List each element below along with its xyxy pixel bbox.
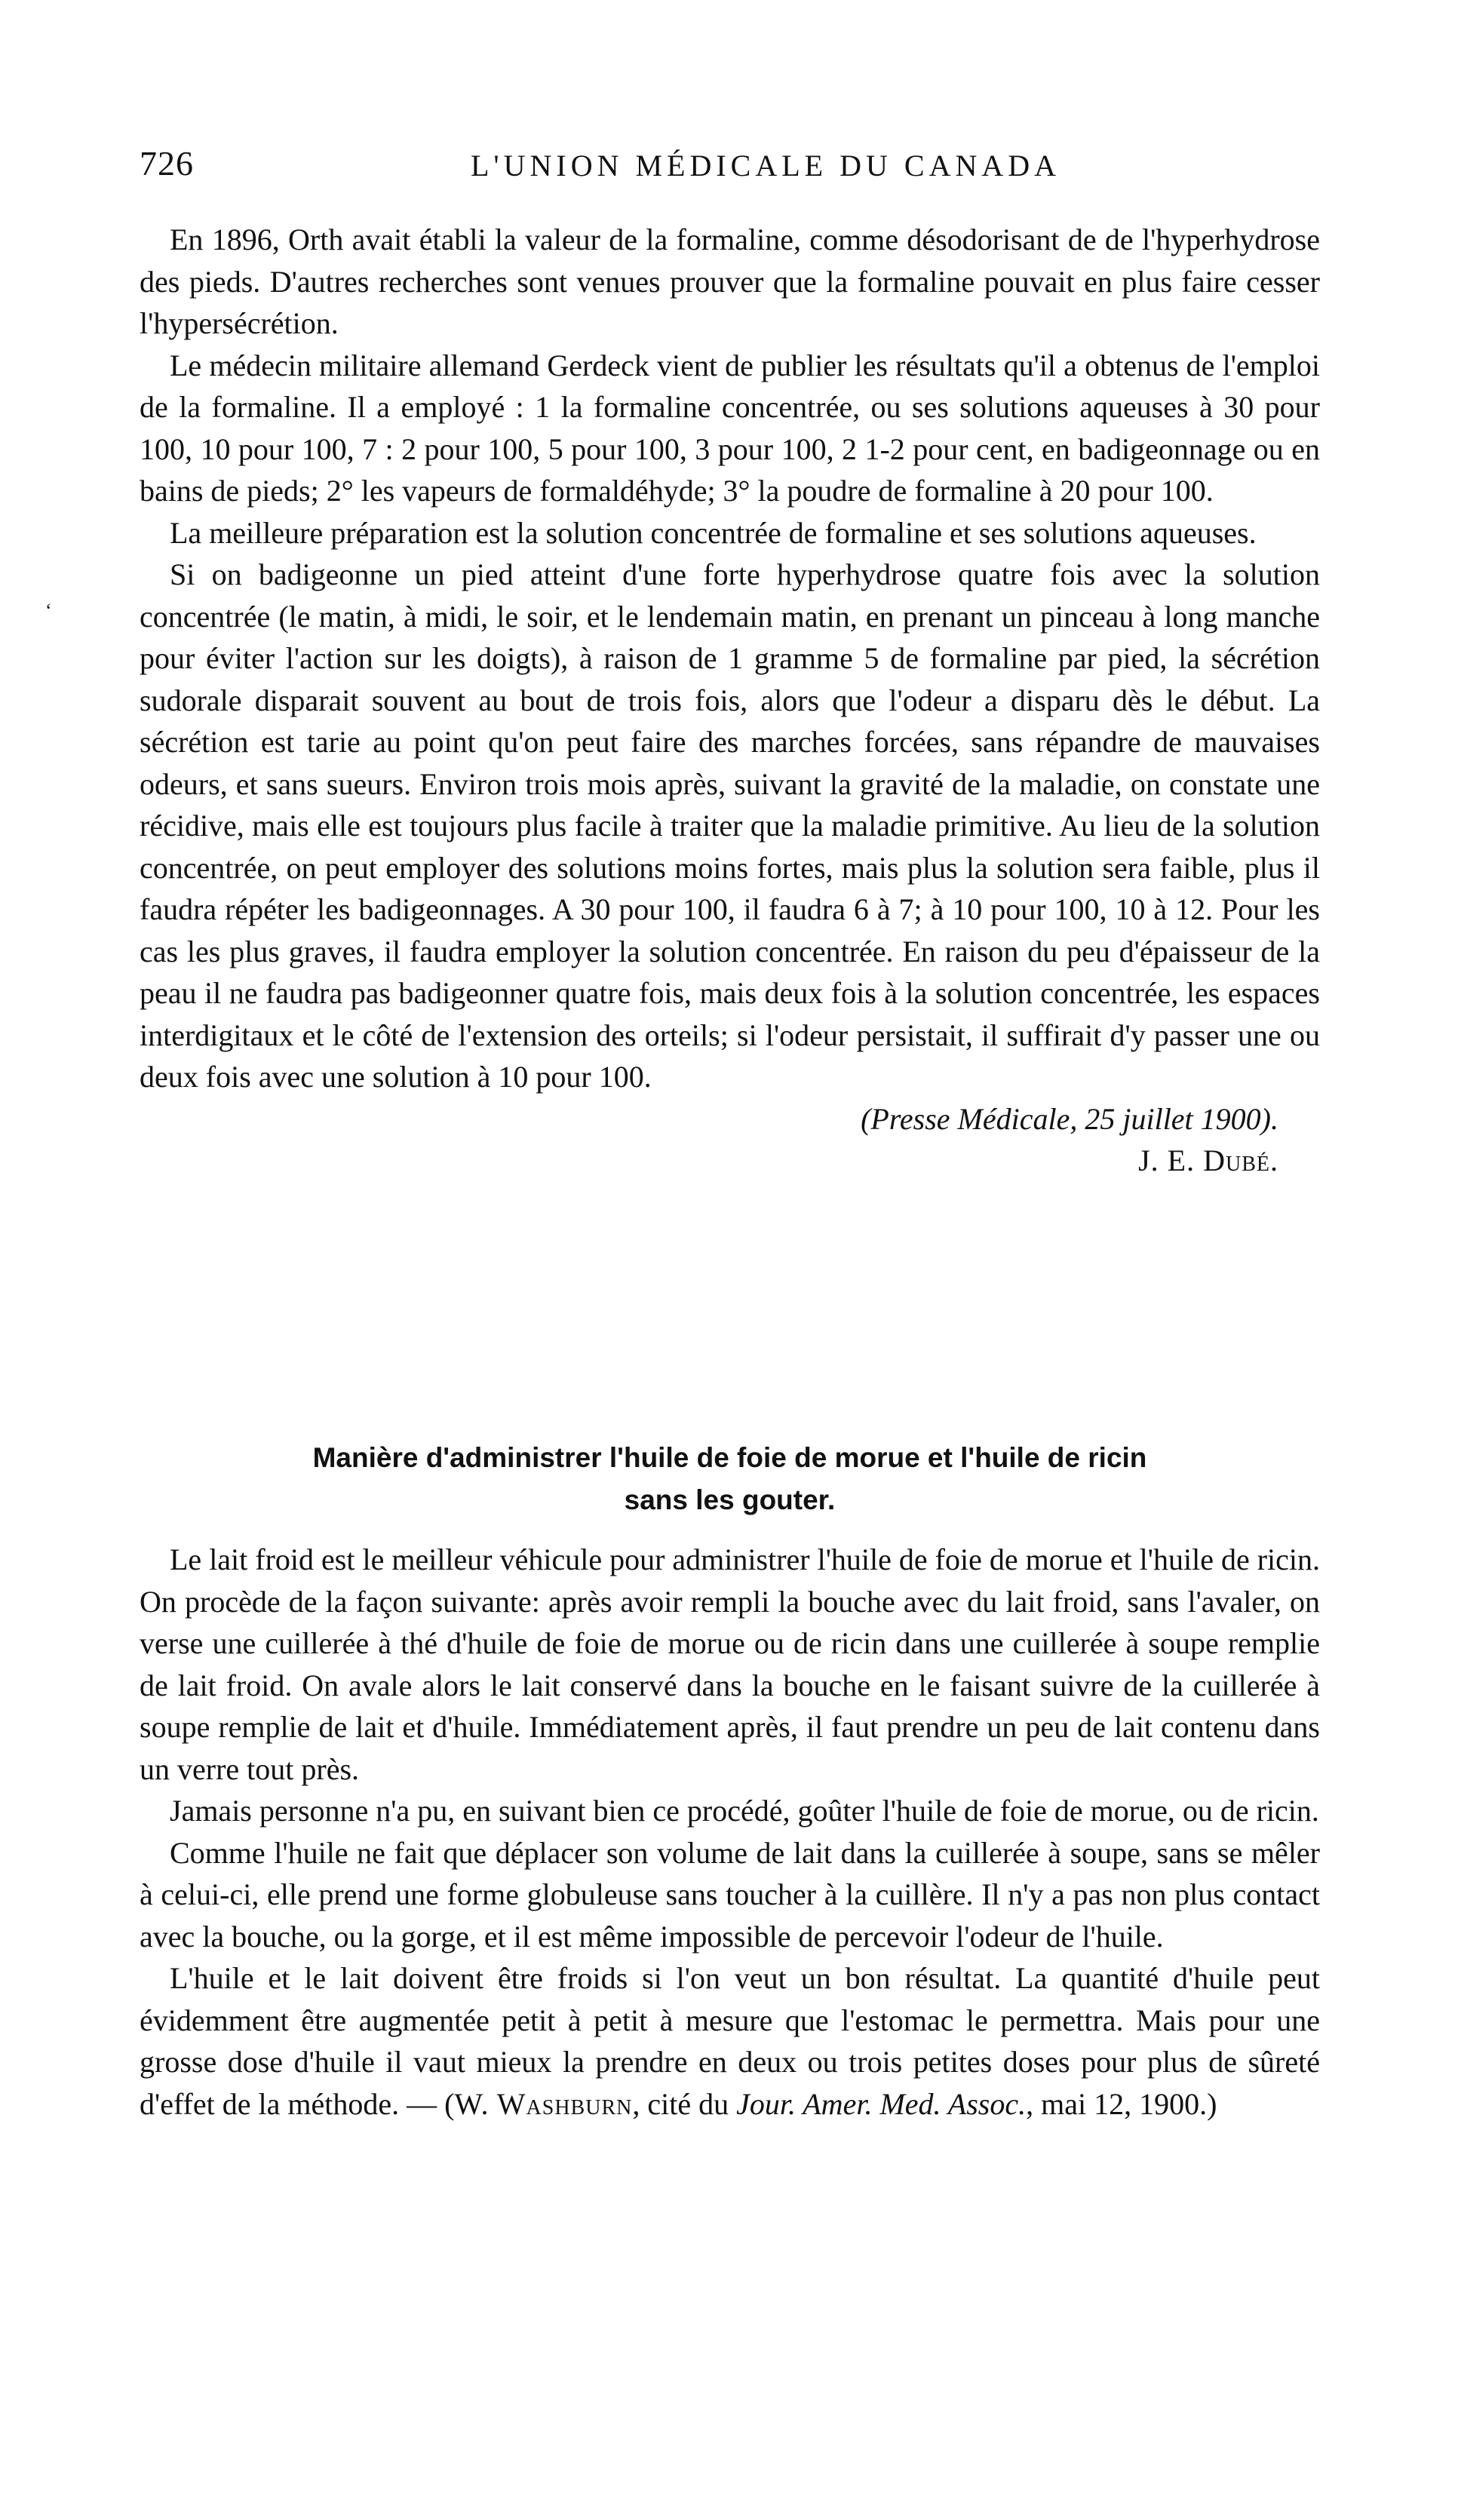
margin-mark: ‘ xyxy=(45,600,52,622)
author-signature: J. E. Dubé. xyxy=(1138,1143,1278,1177)
paragraph: En 1896, Orth avait établi la valeur de la formaline, comme désodorisant de de l'hyperhydrose des pieds. D'autres recherches sont venues prouver que la formaline pouvait en plus faire cesser l'hypersécrétion. xyxy=(140,223,1320,340)
page-header xyxy=(140,143,1316,189)
article-title xyxy=(140,1437,1320,1521)
paragraph: La meilleure préparation est la solution concentrée de formaline et ses solutions aqueuses. xyxy=(170,515,1257,550)
article-formaline xyxy=(140,219,1320,1182)
article-title-line: sans les gouter. xyxy=(624,1484,836,1515)
citation: (Presse Médicale, 25 juillet 1900). xyxy=(861,1101,1278,1136)
paragraph-text: L'huile et le lait doivent être froids si l'on veut un bon résultat. La quantité d'huile peut évidemment être augmentée petit à petit à mesure que l'estomac le permettra. Mais pour une grosse dose d'huile il vaut mieux la prendre en deux ou trois petites doses pour plus de sûreté d'effet de la méthode. — ( xyxy=(140,1961,1320,2121)
paragraph: Si on badigeonne un pied atteint d'une forte hyperhydrose quatre fois avec la solution concentrée (le matin, à midi, le soir, et le lendemain matin, en prenant un pinceau à long manche pour éviter l'action sur les doigts), à raison de 1 gramme 5 de formaline par pied, la sécrétion sudorale disparait souvent au bout de trois fois, alors que l'odeur a disparu dès le début. La sécrétion est tarie au point qu'on peut faire des marches forcées, sans répandre de mauvaises odeurs, et sans sueurs. Environ trois mois après, suivant la gravité de la maladie, on constate une récidive, mais elle est toujours plus facile à traiter que la maladie primitive. Au lieu de la solution concentrée, on peut employer des solutions moins fortes, mais plus la solution sera faible, plus il faudra répéter les badigeonnages. A 30 pour 100, il faudra 6 à 7; à 10 pour 100, 10 à 12. Pour les cas les plus graves, il faudra employer la solution concentrée. En raison du peu d'épaisseur de la peau il ne faudra pas badigeonner quatre fois, mais deux fois à la solution concentrée, les espaces interdigitaux et le côté de l'extension des orteils; si l'odeur persistait, il suffirait d'y passer une ou deux fois avec une solution à 10 pour 100. xyxy=(140,557,1320,1094)
running-title: L'UNION MÉDICALE DU CANADA xyxy=(470,149,1061,183)
article-huile xyxy=(140,1539,1320,2125)
paragraph: Comme l'huile ne fait que déplacer son volume de lait dans la cuillerée à soupe, sans se mêler à celui-ci, elle prend une forme globuleuse sans toucher à la cuillère. Il n'y a pas non plus contact avec la bouche, ou la gorge, et il est même impossible de percevoir l'odeur de l'huile. xyxy=(140,1835,1320,1954)
article-title-line: Manière d'administrer l'huile de foie de morue et l'huile de ricin xyxy=(312,1442,1147,1473)
source-date: , mai 12, 1900.) xyxy=(1026,2086,1217,2121)
paragraph-with-source xyxy=(140,1957,1320,2125)
paragraph: Le médecin militaire allemand Gerdeck vient de publier les résultats qu'il a obtenus de l'emploi de la formaline. Il a employé : 1 la formaline concentrée, ou ses solutions aqueuses à 30 pour 100, 10 pour 100, 7 : 2 pour 100, 5 pour 100, 3 pour 100, 2 1-2 pour cent, en badigeonnage ou en bains de pieds; 2° les vapeurs de formaldéhyde; 3° la poudre de formaline à 20 pour 100. xyxy=(140,348,1320,508)
paragraph: Le lait froid est le meilleur véhicule pour administrer l'huile de foie de morue et l'huile de ricin. On procède de la façon suivante: après avoir rempli la bouche avec du lait froid, sans l'avaler, on verse une cuillerée à thé d'huile de foie de morue ou de ricin dans une cuillerée à soupe remplie de lait froid. On avale alors le lait conservé dans la bouche en le faisant suivre de la cuillerée à soupe remplie de lait et d'huile. Immédiatement après, il faut prendre un peu de lait contenu dans un verre tout près. xyxy=(140,1542,1320,1786)
source-connector: , cité du xyxy=(632,2086,737,2121)
source-journal: Jour. Amer. Med. Assoc. xyxy=(736,2086,1027,2121)
paragraph: Jamais personne n'a pu, en suivant bien ce procédé, goûter l'huile de foie de morue, ou de ricin. xyxy=(170,1794,1319,1828)
page-number: 726 xyxy=(140,144,194,183)
source-author: W. Washburn xyxy=(454,2086,633,2121)
